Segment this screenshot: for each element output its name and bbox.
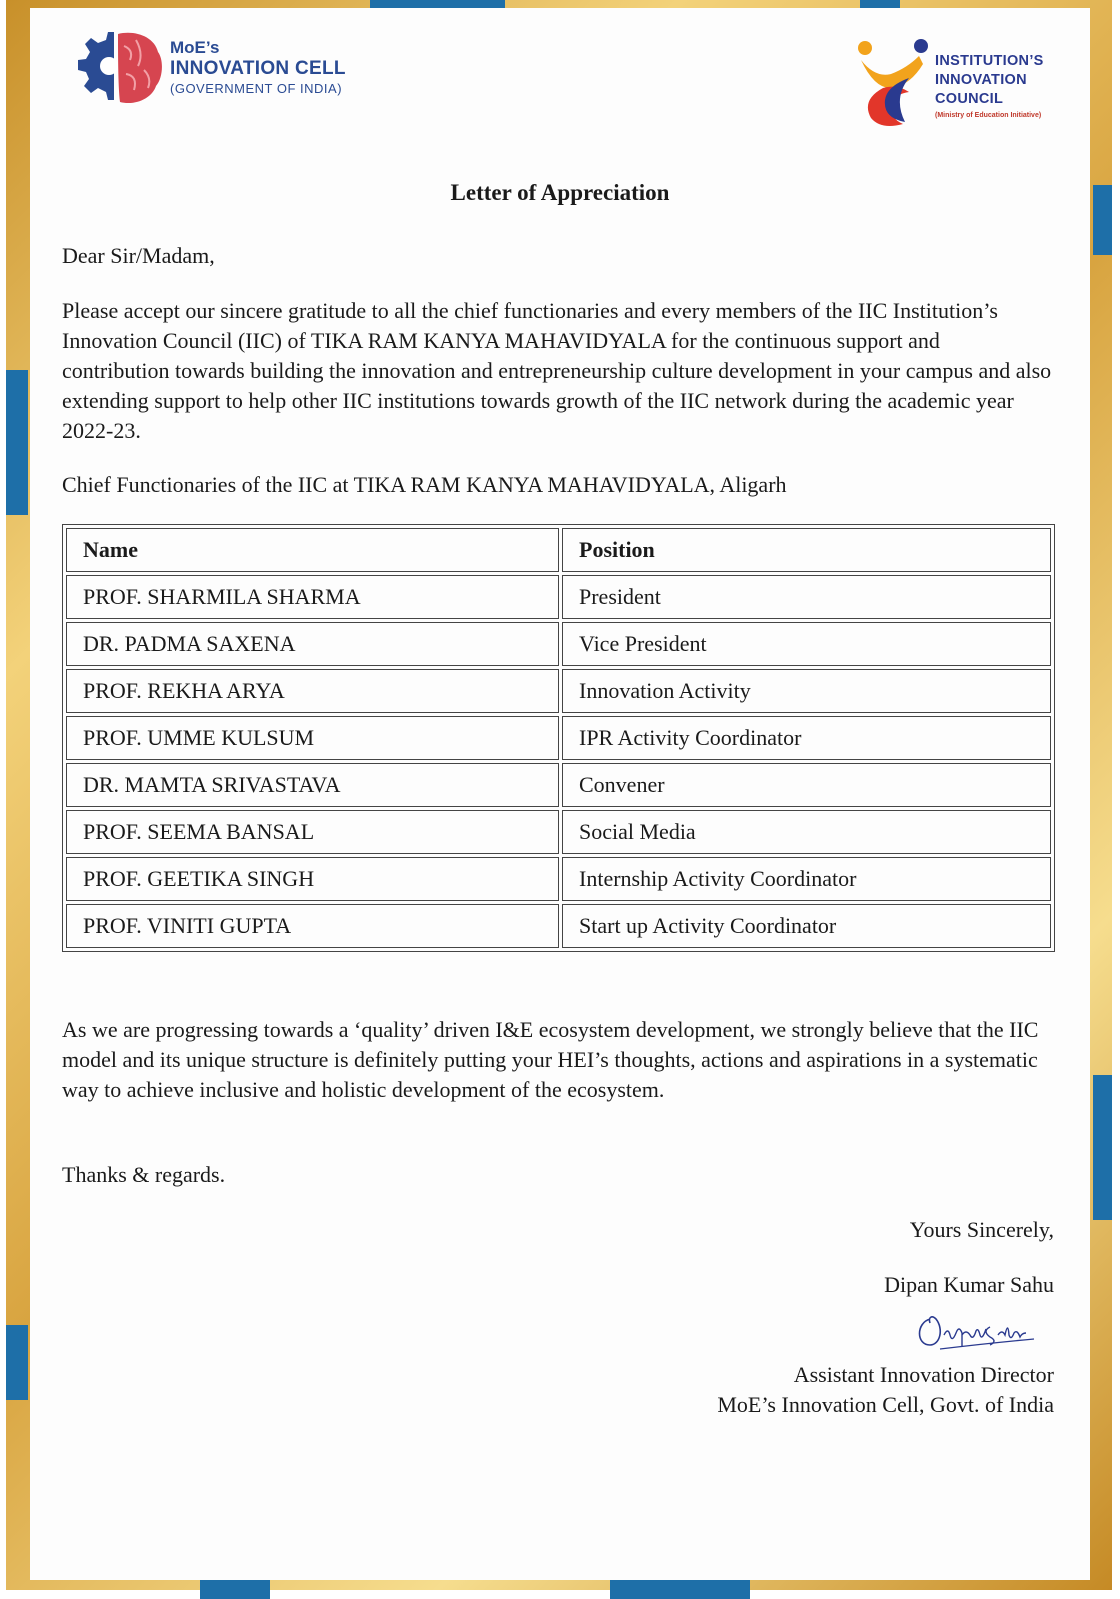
- iic-logo-text: [935, 52, 1044, 123]
- frame-accent: [1093, 1075, 1112, 1220]
- member-position: Vice President: [562, 622, 1051, 666]
- frame-accent: [610, 1580, 750, 1599]
- member-name: PROF. SEEMA BANSAL: [66, 810, 559, 854]
- table-row: [66, 857, 1051, 901]
- paragraph-ecosystem: As we are progressing towards a ‘quality’ driven I&E ecosystem development, we strongly believe that the IIC model and its unique structure is definitely putting your HEI’s thoughts, actions and aspirations in a systematic way to achieve inclusive and holistic development of the ecosystem.: [62, 1017, 1039, 1102]
- member-name: PROF. REKHA ARYA: [66, 669, 559, 713]
- letter-title: Letter of Appreciation: [450, 180, 670, 205]
- member-position: President: [562, 575, 1051, 619]
- member-name: PROF. VINITI GUPTA: [66, 904, 559, 948]
- member-position: Innovation Activity: [562, 669, 1051, 713]
- salutation: Dear Sir/Madam,: [62, 243, 215, 268]
- table-row: [66, 575, 1051, 619]
- moe-logo-line1: MoE’s: [170, 38, 220, 57]
- paragraph-gratitude: Please accept our sincere gratitude to all the chief functionaries and every members of the IIC Institution’s Innovation Council (IIC) of TIKA RAM KANYA MAHAVIDYALA for the continuous support and contribution towards building the innovation and entrepreneurship culture development in your campus and also extending support to help other IIC institutions towards growth of the IIC network during the academic year 2022-23.: [62, 298, 1052, 443]
- iic-logo-line3: COUNCIL: [935, 91, 1004, 107]
- signer-name: Dipan Kumar Sahu: [884, 1272, 1054, 1297]
- member-name: PROF. SHARMILA SHARMA: [66, 575, 559, 619]
- table-row: [66, 622, 1051, 666]
- signer-designation: [717, 1360, 1054, 1420]
- iic-logo-line2: INNOVATION: [935, 72, 1027, 88]
- iic-logo-line1: INSTITUTION’S: [935, 53, 1044, 69]
- column-header-position: Position: [562, 528, 1051, 572]
- frame-accent: [860, 0, 900, 8]
- frame-accent: [6, 1325, 28, 1400]
- table-row: [66, 669, 1051, 713]
- closing-regards: Thanks & regards.: [62, 1162, 226, 1187]
- frame-accent: [6, 370, 28, 515]
- closing-sincerely: Yours Sincerely,: [909, 1217, 1054, 1242]
- iic-figure-icon: [858, 39, 928, 126]
- gear-brain-icon: [78, 32, 162, 103]
- member-position: IPR Activity Coordinator: [562, 716, 1051, 760]
- member-name: PROF. UMME KULSUM: [66, 716, 559, 760]
- member-position: Internship Activity Coordinator: [562, 857, 1051, 901]
- member-name: DR. MAMTA SRIVASTAVA: [66, 763, 559, 807]
- table-row: [66, 763, 1051, 807]
- moe-logo-line3: (GOVERNMENT OF INDIA): [170, 81, 343, 96]
- table-row: [66, 810, 1051, 854]
- signer-title: Assistant Innovation Director: [793, 1362, 1054, 1387]
- member-name: DR. PADMA SAXENA: [66, 622, 559, 666]
- chief-functionaries-line: Chief Functionaries of the IIC at TIKA RAM KANYA MAHAVIDYALA, Aligarh: [62, 472, 787, 497]
- functionaries-table: [62, 524, 1055, 952]
- member-position: Start up Activity Coordinator: [562, 904, 1051, 948]
- moe-logo-text: [170, 38, 346, 98]
- handwritten-signature: [910, 1305, 1045, 1355]
- table-row: [66, 904, 1051, 948]
- member-name: PROF. GEETIKA SINGH: [66, 857, 559, 901]
- frame-accent: [200, 1580, 270, 1599]
- member-position: Convener: [562, 763, 1051, 807]
- iic-logo-subline: (Ministry of Education Initiative): [935, 112, 1042, 119]
- member-position: Social Media: [562, 810, 1051, 854]
- column-header-name: Name: [66, 528, 559, 572]
- iic-logo: [853, 38, 933, 128]
- frame-accent: [370, 0, 505, 8]
- moe-logo-line2: INNOVATION CELL: [170, 58, 346, 79]
- table-row: [66, 716, 1051, 760]
- signer-organization: MoE’s Innovation Cell, Govt. of India: [717, 1392, 1054, 1417]
- table-header-row: [66, 528, 1051, 572]
